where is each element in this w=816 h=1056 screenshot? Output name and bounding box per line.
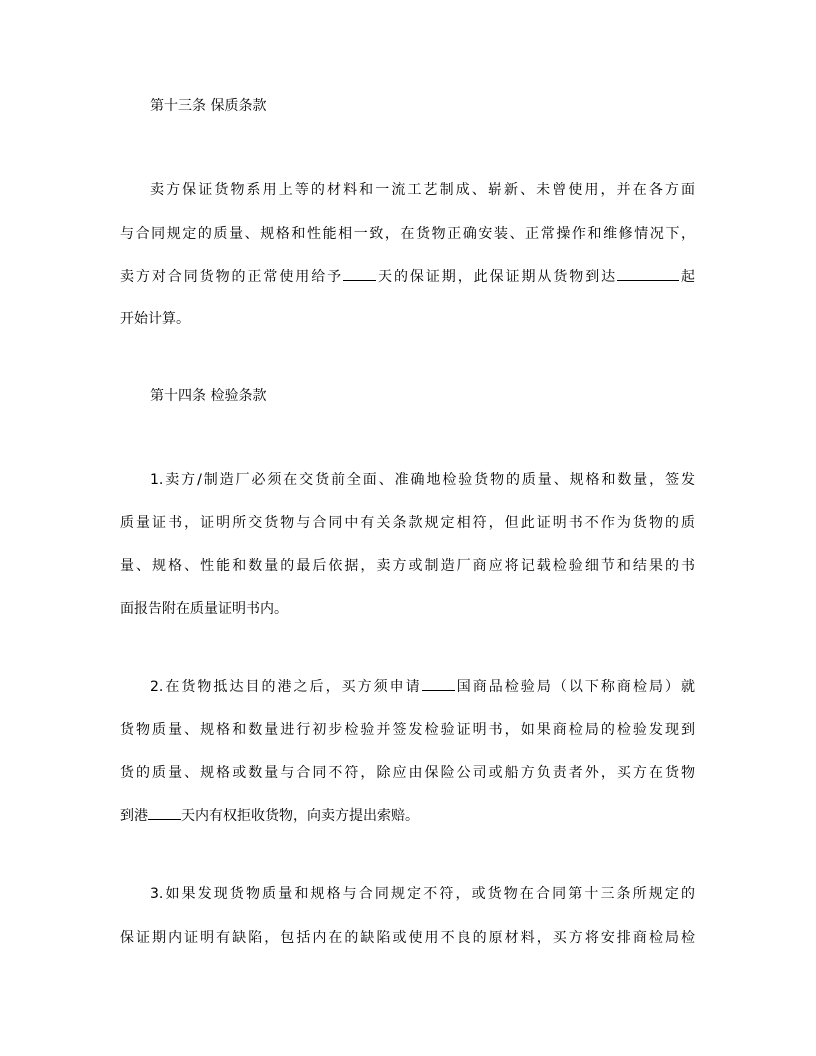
- rejection-days-blank: [148, 804, 181, 820]
- article-13-line-3: [120, 265, 695, 289]
- article-14-p2-line-3: 货的质量、规格或数量与合同不符，除应由保险公司或船方负责者外，买方在货物: [120, 765, 695, 781]
- article-14-p2-line-2: 货物质量、规格和数量进行初步检验并签发检验证明书，如果商检局的检验发现到: [120, 722, 695, 738]
- article-13-line-2: 与合同规定的质量、规格和性能相一致，在货物正确安装、正常操作和维修情况下，: [120, 226, 695, 242]
- article-13-line-3-part-b: 天的保证期，此保证期从货物到达: [376, 269, 618, 285]
- article-14-p2-line-4: [120, 804, 419, 828]
- article-14-p1-line-2: 质量证书，证明所交货物与合同中有关条款规定相符，但此证明书不作为货物的质: [120, 515, 695, 531]
- article-14-p3-line-1: 3.如果发现货物质量和规格与合同规定不符，或货物在合同第十三条所规定的: [150, 886, 695, 902]
- article-14-heading: 第十四条 检验条款: [150, 388, 267, 404]
- article-13-line-3-part-a: 卖方对合同货物的正常使用给予: [120, 269, 344, 285]
- article-14-p2-line-1-part-b: 国商品检验局（以下称商检局）就: [454, 679, 696, 695]
- inspection-country-blank: [422, 675, 455, 691]
- article-14-p1-line-1: 1.卖方/制造厂必须在交货前全面、准确地检验货物的质量、规格和数量，签发: [150, 472, 695, 488]
- warranty-start-blank: [617, 265, 679, 281]
- article-13-heading: 第十三条 保质条款: [150, 98, 267, 114]
- article-13-line-1: 卖方保证货物系用上等的材料和一流工艺制成、崭新、未曾使用，并在各方面: [150, 182, 695, 198]
- article-13-line-3-part-c: 起: [679, 269, 696, 285]
- article-14-p3-line-2: 保证期内证明有缺陷，包括内在的缺陷或使用不良的原材料，买方将安排商检局检: [120, 930, 695, 946]
- article-14-p2-line-1: [150, 675, 695, 699]
- article-14-p1-line-3: 量、规格、性能和数量的最后依据，卖方或制造厂商应将记载检验细节和结果的书: [120, 558, 695, 574]
- article-14-p1-line-4: 面报告附在质量证明书内。: [120, 601, 288, 617]
- article-14-p2-line-4-part-a: 到港: [120, 808, 148, 824]
- article-14-p2-line-4-part-b: 天内有权拒收货物，向卖方提出索赔。: [181, 808, 419, 824]
- article-13-line-4: 开始计算。: [120, 311, 190, 327]
- warranty-days-blank: [343, 265, 376, 281]
- article-14-p2-line-1-part-a: 2.在货物抵达目的港之后，买方须申请: [150, 679, 422, 695]
